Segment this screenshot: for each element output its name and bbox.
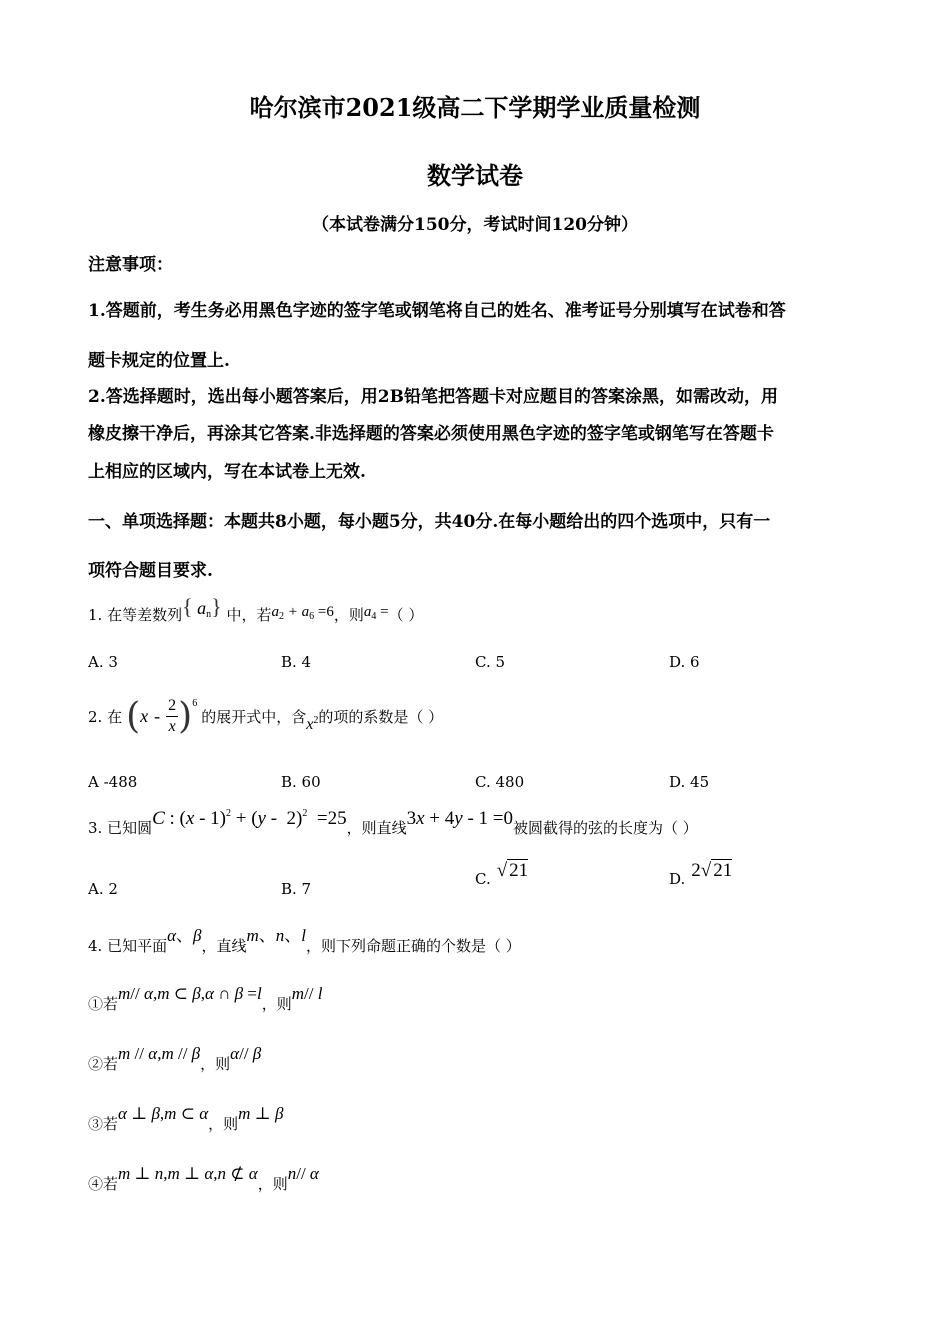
question-3-circle: C : (x - 1)$^2$ + (y - 2)$^2$ =25 [152, 808, 347, 829]
question-1-then: ，则 [333, 606, 364, 624]
question-1-middle: 中，若 [226, 606, 272, 624]
q2-option-d[interactable]: D. 45 [669, 773, 710, 791]
question-4-suffix: ，则下列命题正确的个数是（ ） [306, 937, 521, 955]
question-3-prefix: 3. 已知圆 [88, 819, 153, 837]
section-1-line-2: 项符合题目要求. [88, 561, 213, 581]
question-4-item-3-then: ，则 [208, 1115, 239, 1133]
question-2-term: $x^2$ [306, 714, 319, 733]
question-4-item-2-conclusion: α// β [230, 1044, 262, 1063]
question-4-item-4-num: ④若 [88, 1175, 119, 1193]
question-4-lines: m、n、l [246, 926, 307, 945]
question-4-middle: ，直线 [201, 937, 247, 955]
q3-option-c-label: C. [475, 870, 491, 888]
q3-option-c-value: √ 21 [496, 860, 529, 881]
question-4-prefix: 4. 已知平面 [88, 937, 168, 955]
q1-option-c[interactable]: C. 5 [475, 653, 506, 671]
question-1-prefix: 1. 在等差数列 [88, 606, 183, 624]
exam-title: 哈尔滨市2021级高二下学期学业质量检测 [249, 93, 701, 122]
q2-option-b[interactable]: B. 60 [281, 773, 321, 791]
note-item-1-line-1: 1.答题前，考生务必用黑色字迹的签字笔或钢笔将自己的姓名、准考证号分别填写在试卷和答 [88, 301, 786, 321]
question-4 [88, 922, 521, 956]
q1-option-a[interactable]: A. 3 [88, 653, 118, 671]
question-4-item-2-condition: m // α,m // β [118, 1044, 201, 1063]
question-4-item-4 [88, 1160, 319, 1194]
question-2-suffix: 的项的系数是（ ） [318, 707, 444, 726]
question-4-item-1 [88, 980, 322, 1014]
question-2 [88, 688, 443, 744]
question-4-item-4-conclusion: n// α [287, 1164, 319, 1183]
question-4-item-1-condition: m// α,m ⊂ β,α ∩ β =l [118, 984, 262, 1003]
question-4-item-3 [88, 1100, 283, 1134]
q3-option-c[interactable] [475, 860, 529, 888]
question-3-middle: ，则直线 [346, 819, 407, 837]
question-4-item-2 [88, 1040, 261, 1074]
note-item-1-line-2: 题卡规定的位置上. [88, 351, 230, 371]
q1-option-b[interactable]: B. 4 [281, 653, 312, 671]
q2-option-a[interactable]: A -488 [88, 773, 138, 791]
q3-option-d[interactable] [669, 860, 733, 888]
question-4-planes: α、β [167, 926, 202, 945]
notes-heading: 注意事项： [88, 255, 173, 275]
question-1-sequence: { $a_n$} [182, 594, 222, 620]
question-1 [88, 594, 424, 626]
q1-option-d[interactable]: D. 6 [669, 653, 700, 671]
question-2-middle: 的展开式中，含 [201, 707, 307, 726]
note-item-2-line-1: 2.答选择题时，选出每小题答案后，用2B铅笔把答题卡对应题目的答案涂黑，如需改动，用 [88, 387, 778, 407]
q2-option-c[interactable]: C. 480 [475, 773, 525, 791]
question-3-line: 3x + 4y - 1 =0 [406, 808, 513, 829]
question-4-item-2-num: ②若 [88, 1055, 119, 1073]
question-2-binomial: ( x - $\frac{2}{x}$ ) 6 [126, 695, 198, 737]
exam-info: （本试卷满分150分，考试时间120分钟） [312, 215, 638, 235]
question-4-item-1-conclusion: m// l [291, 984, 323, 1003]
question-4-item-3-num: ③若 [88, 1115, 119, 1133]
question-3-suffix: 被圆截得的弦的长度为（ ） [513, 819, 698, 837]
q3-option-a[interactable]: A. 2 [88, 880, 118, 898]
question-1-blank: （ ） [388, 606, 424, 624]
question-4-item-3-conclusion: m ⊥ β [238, 1104, 284, 1123]
question-3 [88, 806, 698, 838]
question-4-item-1-then: ，则 [261, 995, 292, 1013]
question-2-prefix: 2. 在 [88, 707, 123, 726]
question-1-condition: $a_2 + a_6 =6$ [271, 604, 334, 622]
section-1-line-1: 一、单项选择题：本题共8小题，每小题5分，共40分.在每小题给出的四个选项中，只有一 [88, 512, 771, 532]
q3-option-d-value: 2√ 21 [691, 860, 733, 881]
q3-option-b[interactable]: B. 7 [281, 880, 312, 898]
q3-option-d-label: D. [669, 870, 686, 888]
question-4-item-4-then: ，则 [257, 1175, 288, 1193]
note-item-2-line-3: 上相应的区域内，写在本试卷上无效. [88, 462, 366, 482]
question-4-item-2-then: ，则 [200, 1055, 231, 1073]
question-4-item-4-condition: m ⊥ n,m ⊥ α,n ⊄ α [118, 1164, 258, 1183]
note-item-2-line-2: 橡皮擦干净后，再涂其它答案.非选择题的答案必须使用黑色字迹的签字笔或钢笔写在答题卡 [88, 424, 774, 444]
question-4-item-3-condition: α ⊥ β,m ⊂ α [118, 1104, 209, 1123]
exam-subject-title: 数学试卷 [427, 161, 523, 190]
question-1-target: $a_4$ = [363, 604, 389, 622]
question-4-item-1-num: ①若 [88, 995, 119, 1013]
